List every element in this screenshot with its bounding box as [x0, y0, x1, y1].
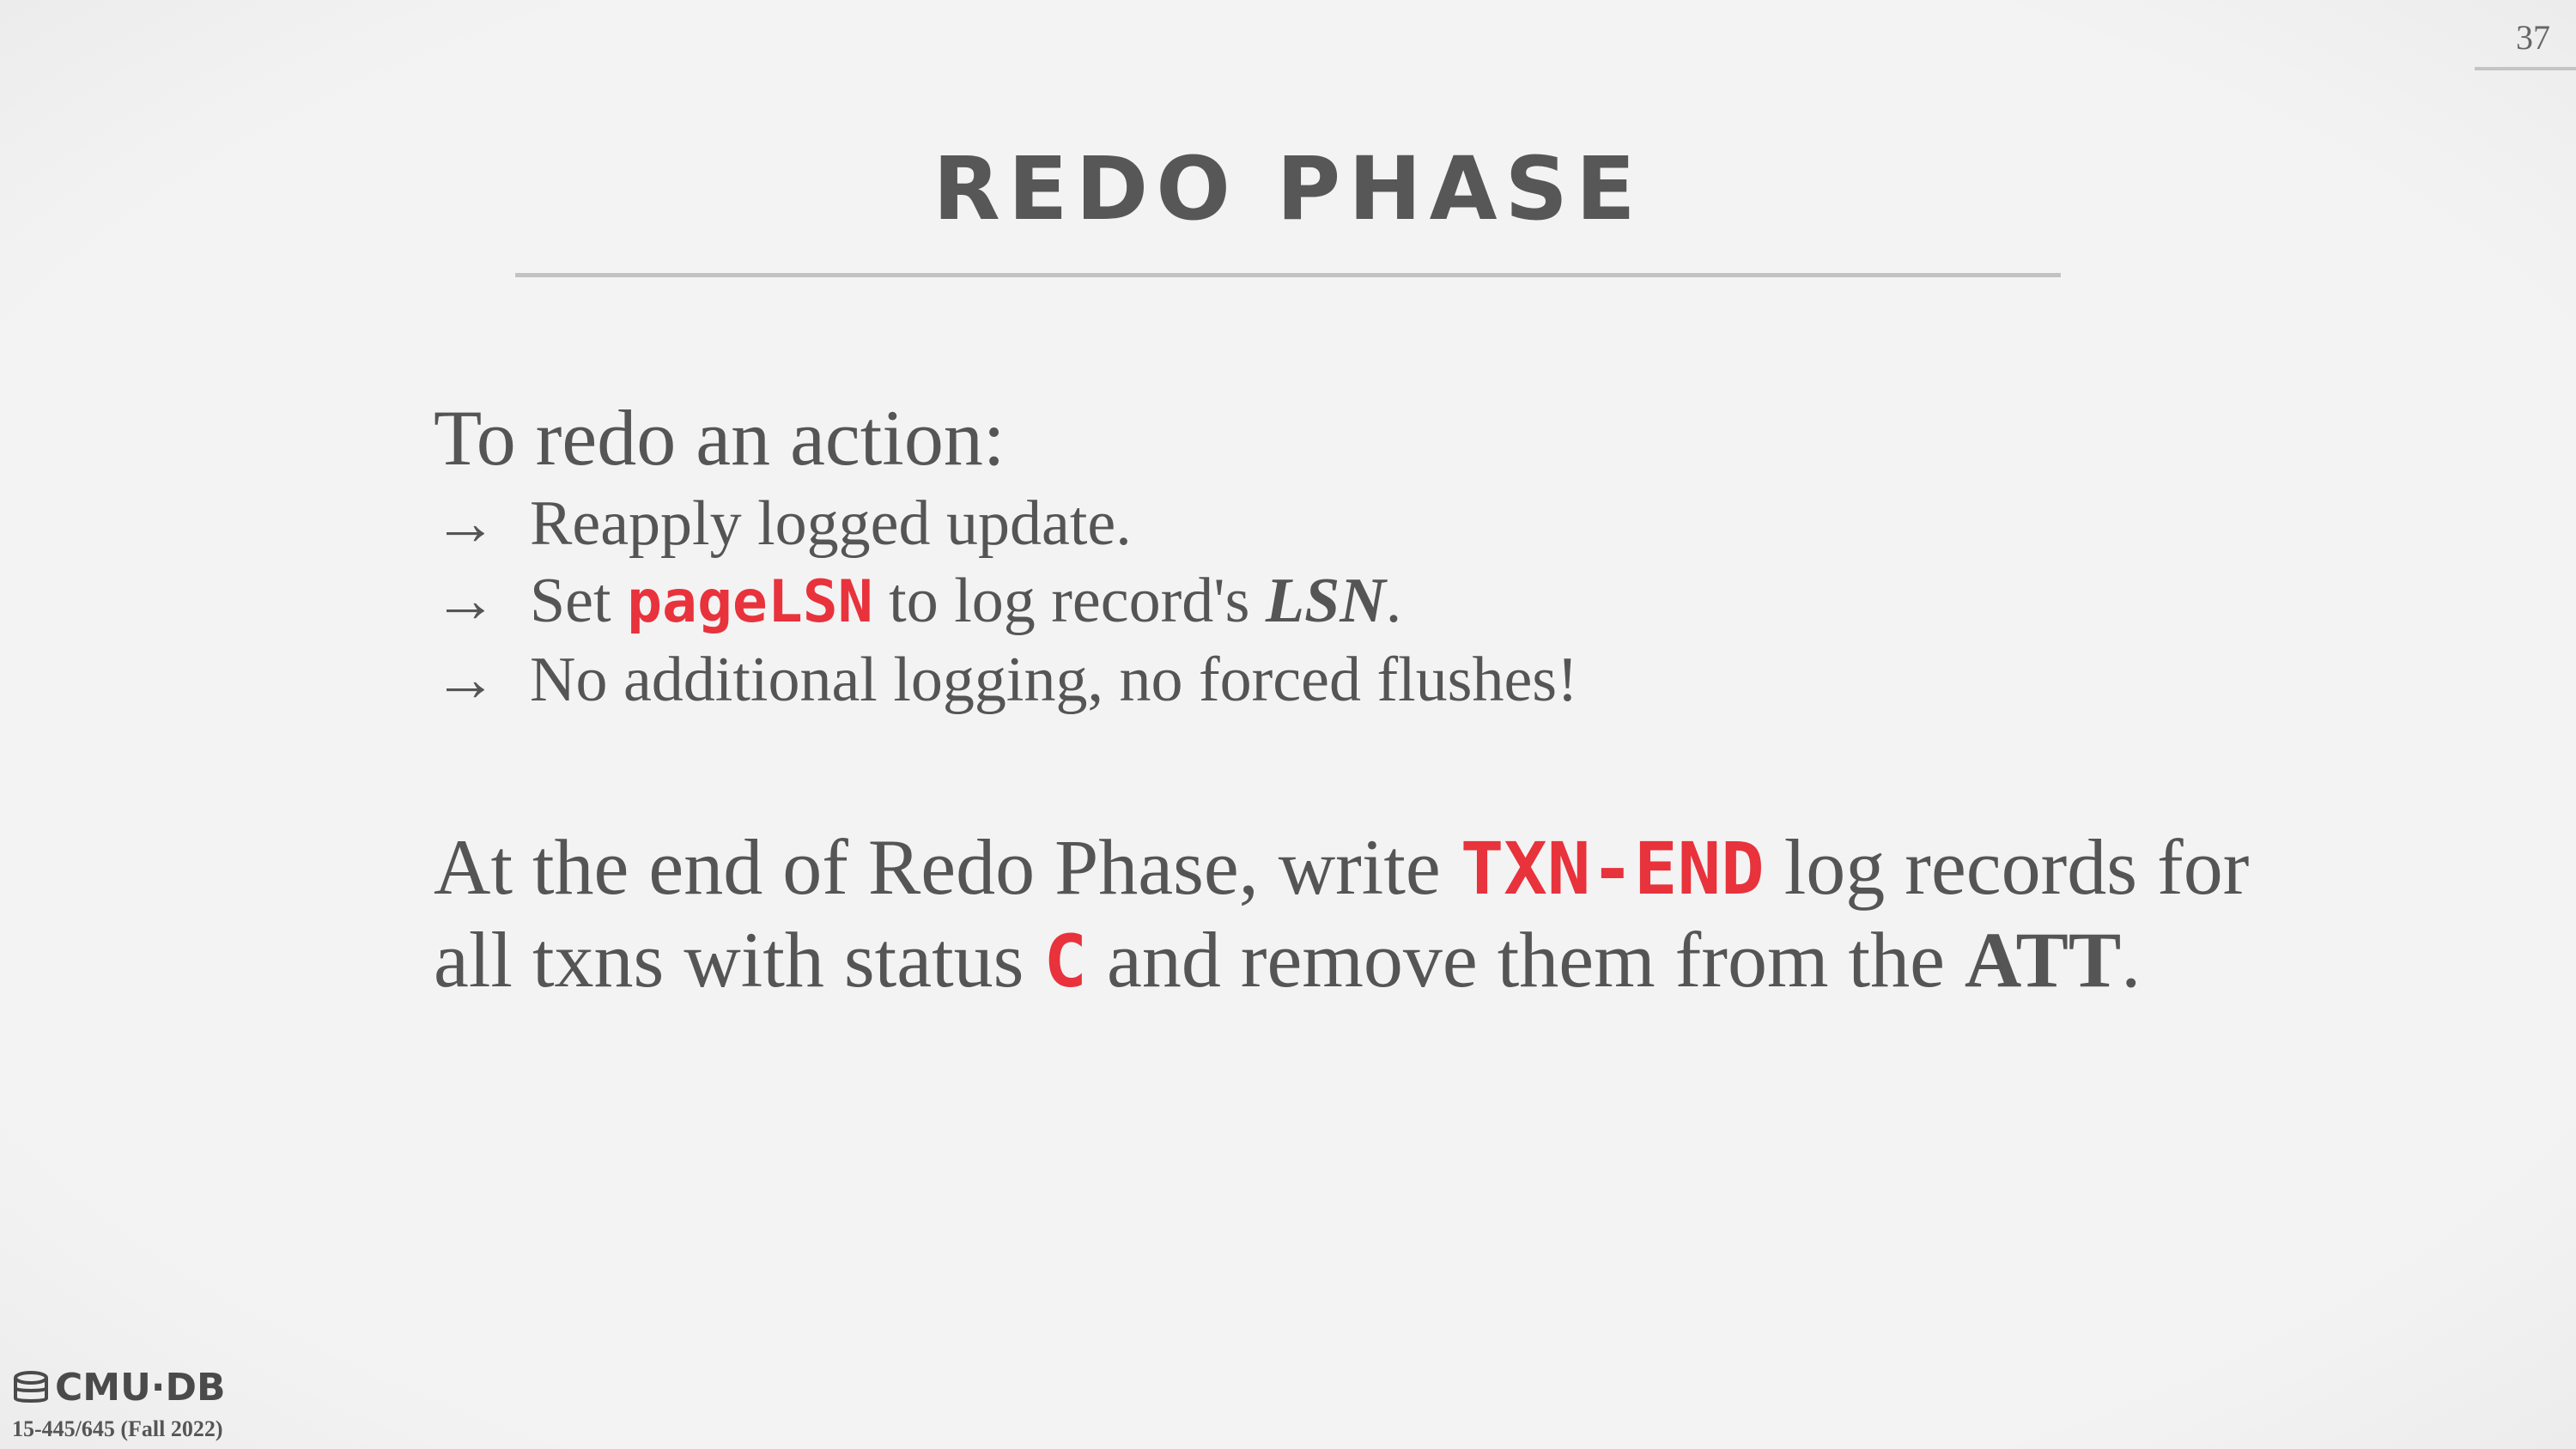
para-text-2: log records for all txns with status	[434, 823, 2250, 1003]
bullet-item-reapply	[434, 485, 2323, 562]
database-icon	[12, 1371, 50, 1405]
para-text-1: At the end of Redo Phase, write	[434, 823, 1461, 911]
lead-text: To redo an action:	[434, 394, 1005, 482]
strong-att: ATT	[1964, 916, 2122, 1003]
title-underline	[515, 273, 2061, 277]
course-label: 15-445/645 (Fall 2022)	[12, 1416, 223, 1441]
bullet-text-mid: to log record's	[872, 566, 1266, 636]
bullet-text-post: .	[1385, 566, 1402, 636]
bullet-item-set-pagelsn	[434, 562, 2323, 641]
logo-text: CMU·DB	[55, 1366, 226, 1410]
para-text-3: and remove them from the	[1087, 916, 1965, 1003]
arrow-icon: →	[434, 488, 497, 559]
arrow-icon: →	[434, 645, 497, 715]
cmu-db-logo	[12, 1366, 226, 1410]
redo-end-paragraph	[434, 822, 2323, 1007]
slide-title: REDO PHASE	[933, 138, 1643, 240]
page-number: 37	[2516, 18, 2550, 57]
code-txn-end: TXN-END	[1460, 827, 1765, 911]
bullet-item-no-logging	[434, 641, 2323, 718]
bullet-list	[434, 485, 2323, 718]
code-pagelsn: pageLSN	[627, 568, 873, 636]
bullet-text: No additional logging, no forced flushes!	[530, 645, 1578, 715]
bullet-text: Reapply logged update.	[530, 488, 1132, 559]
emphasis-lsn: LSN	[1265, 566, 1386, 636]
page-number-rule	[2475, 67, 2576, 70]
bullet-text-pre: Set	[530, 566, 628, 636]
arrow-icon: →	[434, 566, 497, 636]
code-status-c: C	[1043, 919, 1088, 1003]
slide-body	[434, 391, 2323, 1086]
para-text-4: .	[2121, 916, 2142, 1003]
